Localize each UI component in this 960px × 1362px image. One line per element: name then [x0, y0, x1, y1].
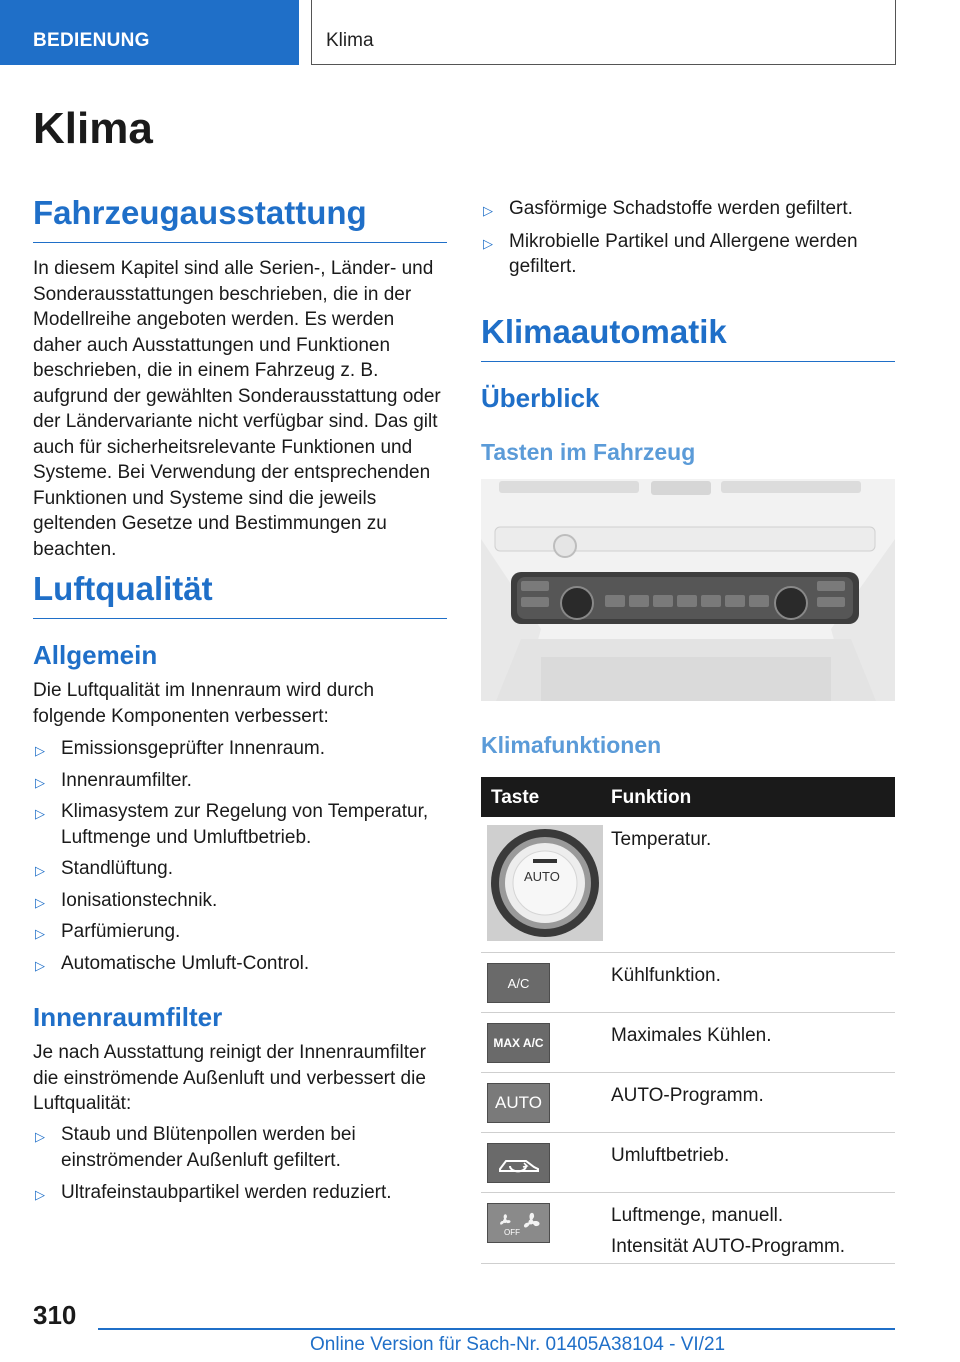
filter-paragraph: Je nach Ausstattung reinigt der Innenraumfilter die einströmende Außenluft und verbessert die Luftqualität: [33, 1042, 426, 1114]
heading-climate-functions: Klimafunktionen [481, 732, 662, 758]
column-header-key: Taste [491, 787, 540, 808]
table-row [481, 817, 895, 953]
list-item: ▷ Staub und Blütenpollen werden bei einströmender Außenluft gefiltert. [35, 1124, 356, 1171]
table-row [481, 1133, 895, 1193]
table-row [481, 1193, 895, 1264]
max-ac-button-icon: MAX A/C [487, 1023, 550, 1063]
auto-button-icon: AUTO [487, 1083, 550, 1123]
chapter-title: Klima [33, 104, 153, 153]
dashboard-illustration-icon [481, 479, 895, 701]
heading-buttons-in-vehicle: Tasten im Fahrzeug [481, 439, 696, 465]
climate-panel-photo [481, 479, 895, 701]
heading-equipment: Fahrzeugausstattung [33, 194, 447, 243]
function-text: Temperatur. [611, 829, 712, 850]
heading-overview: Überblick [481, 383, 600, 413]
triangle-bullet-icon: ▷ [35, 926, 45, 941]
general-paragraph: Die Luftqualität im Innenraum wird durch folgende Komponenten verbessert: [33, 680, 375, 727]
list-item: ▷ Mikrobielle Partikel und Allergene werden gefiltert. [483, 230, 858, 277]
footer-divider [98, 1328, 895, 1330]
list-item: ▷ Klimasystem zur Regelung von Temperatur, Luftmenge und Umluftbetrieb. [35, 801, 429, 848]
function-text: Luftmenge, manuell. Intensität AUTO-Programm. [611, 1205, 846, 1257]
table-row [481, 953, 895, 1013]
header-page-title: Klima [311, 0, 896, 65]
filter-list-continued [481, 196, 895, 286]
function-text: Umluftbetrieb. [611, 1145, 730, 1166]
list-item: ▷ Parfümierung. [33, 919, 447, 945]
footer-version-text: Online Version für Sach-Nr. 01405A38104 - VI/21 [310, 1334, 726, 1355]
ac-button-icon: A/C [487, 963, 550, 1003]
fan-button-icon: OFF [487, 1203, 550, 1243]
heading-climate-automatic: Klimaautomatik [481, 313, 895, 362]
recirculation-button-icon [487, 1143, 550, 1183]
function-text: Maximales Kühlen. [611, 1025, 772, 1046]
list-item: ▷ Automatische Umluft-Control. [33, 951, 447, 977]
column-header-function: Funktion [611, 787, 692, 808]
list-item: ▷ Gasförmige Schadstoffe werden gefiltert. [481, 196, 895, 222]
triangle-bullet-icon: ▷ [35, 806, 45, 821]
triangle-bullet-icon: ▷ [35, 957, 45, 973]
filter-list [33, 1122, 447, 1212]
triangle-bullet-icon: ▷ [35, 863, 45, 878]
list-item: ▷ Ultrafeinstaubpartikel werden reduziert. [33, 1180, 447, 1206]
list-item: ▷ Standlüftung. [33, 856, 447, 882]
table-row [481, 1073, 895, 1133]
heading-air-quality: Luftqualität [33, 570, 447, 619]
triangle-bullet-icon: ▷ [35, 774, 45, 790]
general-list [33, 736, 447, 982]
header-section-label: BEDIENUNG [0, 0, 299, 65]
triangle-bullet-icon: ▷ [483, 235, 493, 251]
heading-general: Allgemein [33, 640, 158, 670]
triangle-bullet-icon: ▷ [35, 894, 45, 910]
knob-label: AUTO [524, 869, 560, 884]
page-number: 310 [33, 1300, 77, 1330]
list-item: ▷ Ionisationstechnik. [33, 888, 447, 914]
triangle-bullet-icon: ▷ [483, 203, 493, 218]
equipment-paragraph: In diesem Kapitel sind alle Serien-, Länder- und Sonderausstattungen beschrieben, die in der Modellreihe angeboten werden. Es werden daher auch Ausstattungen und Funktionen beschrieben, die in einem Fahrzeug z. B. aufgrund der gewählten Sonderausstattung oder der Ländervariante nicht verfügbar sind. Das gilt auch für sicherheitsrelevante Funktionen und Systeme. Bei Verwendung der entsprechenden Funktionen und Systeme sind die jeweils geltenden Gesetze und Bestimmungen zu beachten. [33, 258, 441, 560]
list-item: ▷ Emissionsgeprüfter Innenraum. [33, 736, 447, 762]
climate-functions-table [481, 777, 895, 1264]
triangle-bullet-icon: ▷ [35, 743, 45, 758]
function-text: AUTO-Programm. [611, 1085, 764, 1106]
function-text: Kühlfunktion. [611, 965, 721, 986]
list-item: ▷ Innenraumfilter. [33, 768, 447, 794]
table-header [481, 777, 895, 817]
triangle-bullet-icon: ▷ [35, 1129, 45, 1144]
triangle-bullet-icon: ▷ [35, 1187, 45, 1202]
heading-interior-filter: Innenraumfilter [33, 1002, 223, 1032]
table-row [481, 1013, 895, 1073]
